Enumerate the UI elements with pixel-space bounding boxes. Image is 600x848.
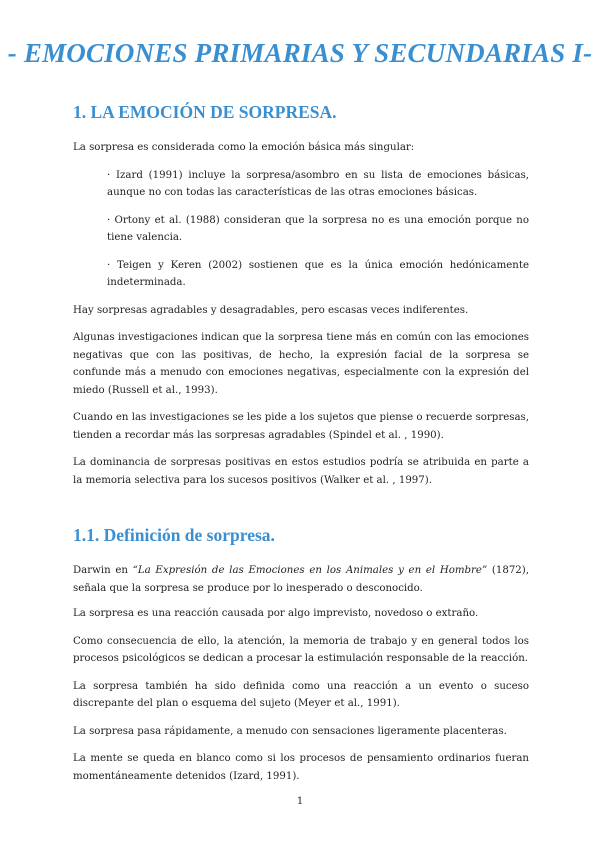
- paragraph: La sorpresa pasa rápidamente, a menudo con sensaciones ligeramente placenteras.: [73, 725, 507, 737]
- paragraph: Algunas investigaciones indican que la sorpresa tiene más en común con las emociones negativas que con las positivas, de hecho, la expresión facial de la sorpresa se confunde más a menudo con emociones negativas, especialmente con la expresión del miedo (Russell et al., 1993).: [73, 332, 529, 396]
- paragraph: Cuando en las investigaciones se les pide a los sujetos que piense o recuerde sorpresas, tienden a recordar más las sorpresas agradables (Spindel et al. , 1990).: [73, 412, 529, 441]
- paragraph: La dominancia de sorpresas positivas en estos estudios podría se atribuida en parte a la memoria selectiva para los sucesos positivos (Walker et al. , 1997).: [73, 457, 529, 486]
- darwin-prefix: Darwin en: [73, 565, 133, 576]
- paragraph: La sorpresa también ha sido definida como una reacción a un evento o suceso discrepante del plan o esquema del sujeto (Meyer et al., 1991).: [73, 680, 529, 709]
- bullet-teigen: · Teigen y Keren (2002) sostienen que es la única emoción hedónicamente indeterminada.: [107, 259, 529, 288]
- paragraph: La mente se queda en blanco como si los procesos de pensamiento ordinarios fueran momentáneamente detenidos (Izard, 1991).: [73, 753, 529, 782]
- paragraph: Como consecuencia de ello, la atención, la memoria de trabajo y en general todos los procesos psicológicos se dedican a procesar la estimulación responsable de la reacción.: [73, 635, 529, 664]
- paragraph: Hay sorpresas agradables y desagradables, pero escasas veces indiferentes.: [73, 304, 469, 316]
- section-heading-definicion: 1.1. Definición de sorpresa.: [73, 525, 275, 545]
- section-heading-sorpresa: 1. LA EMOCIÓN DE SORPRESA.: [73, 102, 337, 122]
- intro-paragraph: La sorpresa es considerada como la emoción básica más singular:: [73, 142, 415, 153]
- bullet-izard: · Izard (1991) incluye la sorpresa/asombro en su lista de emociones básicas, aunque no con todas las características de las otras emociones básicas.: [107, 169, 529, 198]
- darwin-book-title: “La Expresión de las Emociones en los Animales y en el Hombre”: [132, 565, 488, 576]
- document-title: - EMOCIONES PRIMARIAS Y SECUNDARIAS I-: [7, 38, 593, 68]
- paragraph: La sorpresa es una reacción causada por algo imprevisto, novedoso o extraño.: [73, 608, 479, 619]
- document-body: [73, 102, 529, 785]
- darwin-paragraph: [73, 562, 529, 597]
- bullet-ortony: · Ortony et al. (1988) consideran que la sorpresa no es una emoción porque no tiene valencia.: [107, 214, 529, 243]
- darwin-suffix: (1872), señala que la sorpresa se produce por lo inesperado o desconocido.: [73, 565, 529, 594]
- page-number: 1: [296, 796, 304, 807]
